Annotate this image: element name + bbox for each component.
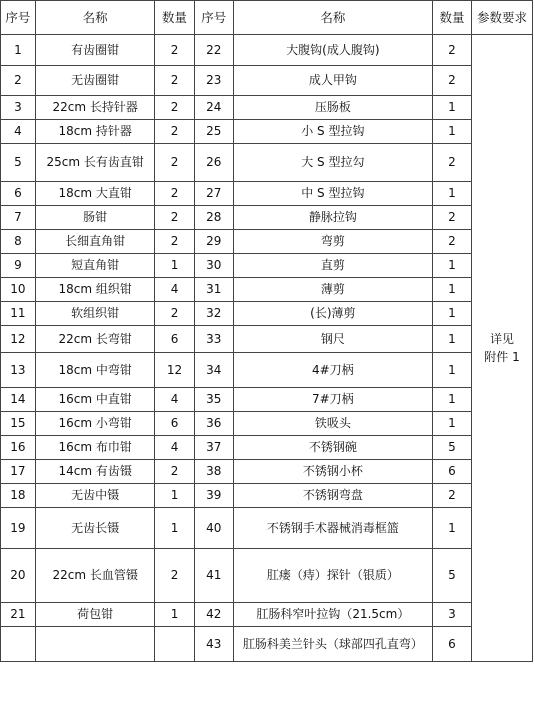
row-no-2: 36 <box>194 412 233 436</box>
row-name-2: 不锈钢碗 <box>233 436 432 460</box>
table-row <box>1 388 533 412</box>
row-name-1: 16cm 中直钳 <box>35 388 155 412</box>
row-qty-1: 1 <box>155 484 194 508</box>
row-name-2: 不锈钢手术器械消毒框篮 <box>233 508 432 549</box>
row-name-1: 22cm 长弯钳 <box>35 326 155 353</box>
row-no-2: 22 <box>194 35 233 66</box>
row-no-2: 31 <box>194 278 233 302</box>
row-no-1: 14 <box>1 388 36 412</box>
row-name-1: 有齿圈钳 <box>35 35 155 66</box>
table-row <box>1 254 533 278</box>
table-row <box>1 182 533 206</box>
row-name-1: 25cm 长有齿直钳 <box>35 144 155 182</box>
row-name-2: 成人甲钩 <box>233 66 432 96</box>
row-no-2: 35 <box>194 388 233 412</box>
header-row <box>1 1 533 35</box>
row-no-1: 5 <box>1 144 36 182</box>
row-qty-1: 1 <box>155 603 194 627</box>
table-row <box>1 144 533 182</box>
table-row <box>1 353 533 388</box>
row-no-2: 24 <box>194 96 233 120</box>
row-name-1: 18cm 持针器 <box>35 120 155 144</box>
row-name-1: 18cm 组织钳 <box>35 278 155 302</box>
row-qty-2: 1 <box>432 412 471 436</box>
row-no-2: 23 <box>194 66 233 96</box>
table-row <box>1 549 533 603</box>
row-qty-1: 12 <box>155 353 194 388</box>
row-name-2: 中 S 型拉钩 <box>233 182 432 206</box>
row-name-1: 软组织钳 <box>35 302 155 326</box>
row-name-1: 16cm 布巾钳 <box>35 436 155 460</box>
row-no-2: 34 <box>194 353 233 388</box>
row-qty-2: 1 <box>432 302 471 326</box>
row-no-1: 6 <box>1 182 36 206</box>
row-name-1: 无齿中镊 <box>35 484 155 508</box>
table-row <box>1 627 533 662</box>
row-no-2: 39 <box>194 484 233 508</box>
row-qty-2: 6 <box>432 460 471 484</box>
row-qty-2: 1 <box>432 254 471 278</box>
row-no-2: 30 <box>194 254 233 278</box>
table-row <box>1 66 533 96</box>
row-name-1: 无齿圈钳 <box>35 66 155 96</box>
row-no-1: 10 <box>1 278 36 302</box>
row-name-2: 弯剪 <box>233 230 432 254</box>
row-qty-2: 5 <box>432 549 471 603</box>
row-name-2: 肛瘘（痔）探针（银质） <box>233 549 432 603</box>
row-name-2: (长)薄剪 <box>233 302 432 326</box>
row-qty-2: 1 <box>432 508 471 549</box>
row-name-2: 钢尺 <box>233 326 432 353</box>
row-no-1: 12 <box>1 326 36 353</box>
row-no-1: 15 <box>1 412 36 436</box>
row-no-1: 19 <box>1 508 36 549</box>
table-row <box>1 96 533 120</box>
row-name-1: 18cm 中弯钳 <box>35 353 155 388</box>
row-name-1: 无齿长镊 <box>35 508 155 549</box>
row-no-2: 37 <box>194 436 233 460</box>
row-name-1: 22cm 长持针器 <box>35 96 155 120</box>
row-name-2: 7#刀柄 <box>233 388 432 412</box>
row-qty-1: 2 <box>155 230 194 254</box>
row-no-2: 25 <box>194 120 233 144</box>
row-name-2: 薄剪 <box>233 278 432 302</box>
row-no-2: 41 <box>194 549 233 603</box>
row-qty-2: 1 <box>432 96 471 120</box>
row-name-1: 荷包钳 <box>35 603 155 627</box>
row-no-1 <box>1 627 36 662</box>
row-qty-1: 2 <box>155 35 194 66</box>
row-name-1: 18cm 大直钳 <box>35 182 155 206</box>
row-qty-2: 1 <box>432 353 471 388</box>
row-qty-2: 1 <box>432 326 471 353</box>
table-row <box>1 412 533 436</box>
row-name-2: 小 S 型拉钩 <box>233 120 432 144</box>
header-no-1: 序号 <box>1 1 36 35</box>
row-qty-1 <box>155 627 194 662</box>
row-no-1: 21 <box>1 603 36 627</box>
row-qty-1: 2 <box>155 120 194 144</box>
row-no-2: 32 <box>194 302 233 326</box>
header-name-1: 名称 <box>35 1 155 35</box>
row-name-2: 直剪 <box>233 254 432 278</box>
row-qty-2: 1 <box>432 278 471 302</box>
row-qty-2: 2 <box>432 206 471 230</box>
row-no-1: 2 <box>1 66 36 96</box>
row-qty-1: 2 <box>155 96 194 120</box>
row-qty-2: 1 <box>432 388 471 412</box>
row-qty-2: 1 <box>432 120 471 144</box>
table-row <box>1 120 533 144</box>
header-qty-2: 数量 <box>432 1 471 35</box>
row-no-1: 18 <box>1 484 36 508</box>
row-no-1: 3 <box>1 96 36 120</box>
param-note: 详见附件 1 <box>472 35 533 662</box>
row-no-2: 43 <box>194 627 233 662</box>
row-name-1: 14cm 有齿镊 <box>35 460 155 484</box>
table-row <box>1 206 533 230</box>
table-row <box>1 326 533 353</box>
table-row <box>1 278 533 302</box>
row-name-1 <box>35 627 155 662</box>
row-no-1: 7 <box>1 206 36 230</box>
row-no-1: 1 <box>1 35 36 66</box>
table-row <box>1 436 533 460</box>
row-no-2: 42 <box>194 603 233 627</box>
row-name-2: 不锈钢弯盘 <box>233 484 432 508</box>
table-row <box>1 460 533 484</box>
table-row <box>1 603 533 627</box>
table-row <box>1 35 533 66</box>
row-no-1: 8 <box>1 230 36 254</box>
row-name-2: 肛肠科窄叶拉钩（21.5cm） <box>233 603 432 627</box>
row-qty-1: 1 <box>155 508 194 549</box>
row-no-2: 28 <box>194 206 233 230</box>
row-no-2: 33 <box>194 326 233 353</box>
row-qty-1: 4 <box>155 388 194 412</box>
row-qty-2: 3 <box>432 603 471 627</box>
row-qty-1: 2 <box>155 206 194 230</box>
row-qty-2: 2 <box>432 66 471 96</box>
table-row <box>1 230 533 254</box>
row-qty-2: 5 <box>432 436 471 460</box>
row-name-1: 长细直角钳 <box>35 230 155 254</box>
row-name-2: 大 S 型拉勾 <box>233 144 432 182</box>
row-name-1: 短直角钳 <box>35 254 155 278</box>
row-qty-1: 1 <box>155 254 194 278</box>
header-param: 参数要求 <box>472 1 533 35</box>
row-no-1: 13 <box>1 353 36 388</box>
row-no-2: 27 <box>194 182 233 206</box>
row-qty-1: 2 <box>155 302 194 326</box>
row-qty-1: 6 <box>155 326 194 353</box>
row-no-1: 9 <box>1 254 36 278</box>
row-qty-1: 2 <box>155 182 194 206</box>
row-name-1: 22cm 长血管镊 <box>35 549 155 603</box>
row-no-2: 38 <box>194 460 233 484</box>
row-qty-1: 4 <box>155 436 194 460</box>
row-name-2: 铁吸头 <box>233 412 432 436</box>
row-name-2: 不锈钢小杯 <box>233 460 432 484</box>
row-no-2: 26 <box>194 144 233 182</box>
row-no-2: 40 <box>194 508 233 549</box>
row-qty-1: 2 <box>155 66 194 96</box>
row-qty-2: 2 <box>432 230 471 254</box>
row-name-1: 16cm 小弯钳 <box>35 412 155 436</box>
row-name-2: 4#刀柄 <box>233 353 432 388</box>
row-no-1: 17 <box>1 460 36 484</box>
row-qty-2: 2 <box>432 35 471 66</box>
row-qty-2: 1 <box>432 182 471 206</box>
header-no-2: 序号 <box>194 1 233 35</box>
row-qty-1: 2 <box>155 549 194 603</box>
row-name-2: 压肠板 <box>233 96 432 120</box>
row-qty-2: 6 <box>432 627 471 662</box>
row-name-1: 肠钳 <box>35 206 155 230</box>
table-row <box>1 508 533 549</box>
header-qty-1: 数量 <box>155 1 194 35</box>
row-qty-1: 2 <box>155 144 194 182</box>
row-name-2: 静脉拉钩 <box>233 206 432 230</box>
row-qty-1: 2 <box>155 460 194 484</box>
table-row <box>1 302 533 326</box>
table-row <box>1 484 533 508</box>
row-name-2: 大腹钩(成人腹钩) <box>233 35 432 66</box>
row-qty-1: 6 <box>155 412 194 436</box>
row-no-1: 16 <box>1 436 36 460</box>
row-qty-2: 2 <box>432 484 471 508</box>
row-no-2: 29 <box>194 230 233 254</box>
row-no-1: 20 <box>1 549 36 603</box>
row-qty-2: 2 <box>432 144 471 182</box>
row-no-1: 4 <box>1 120 36 144</box>
row-name-2: 肛肠科美兰针头（球部四孔直弯） <box>233 627 432 662</box>
row-qty-1: 4 <box>155 278 194 302</box>
header-name-2: 名称 <box>233 1 432 35</box>
row-no-1: 11 <box>1 302 36 326</box>
